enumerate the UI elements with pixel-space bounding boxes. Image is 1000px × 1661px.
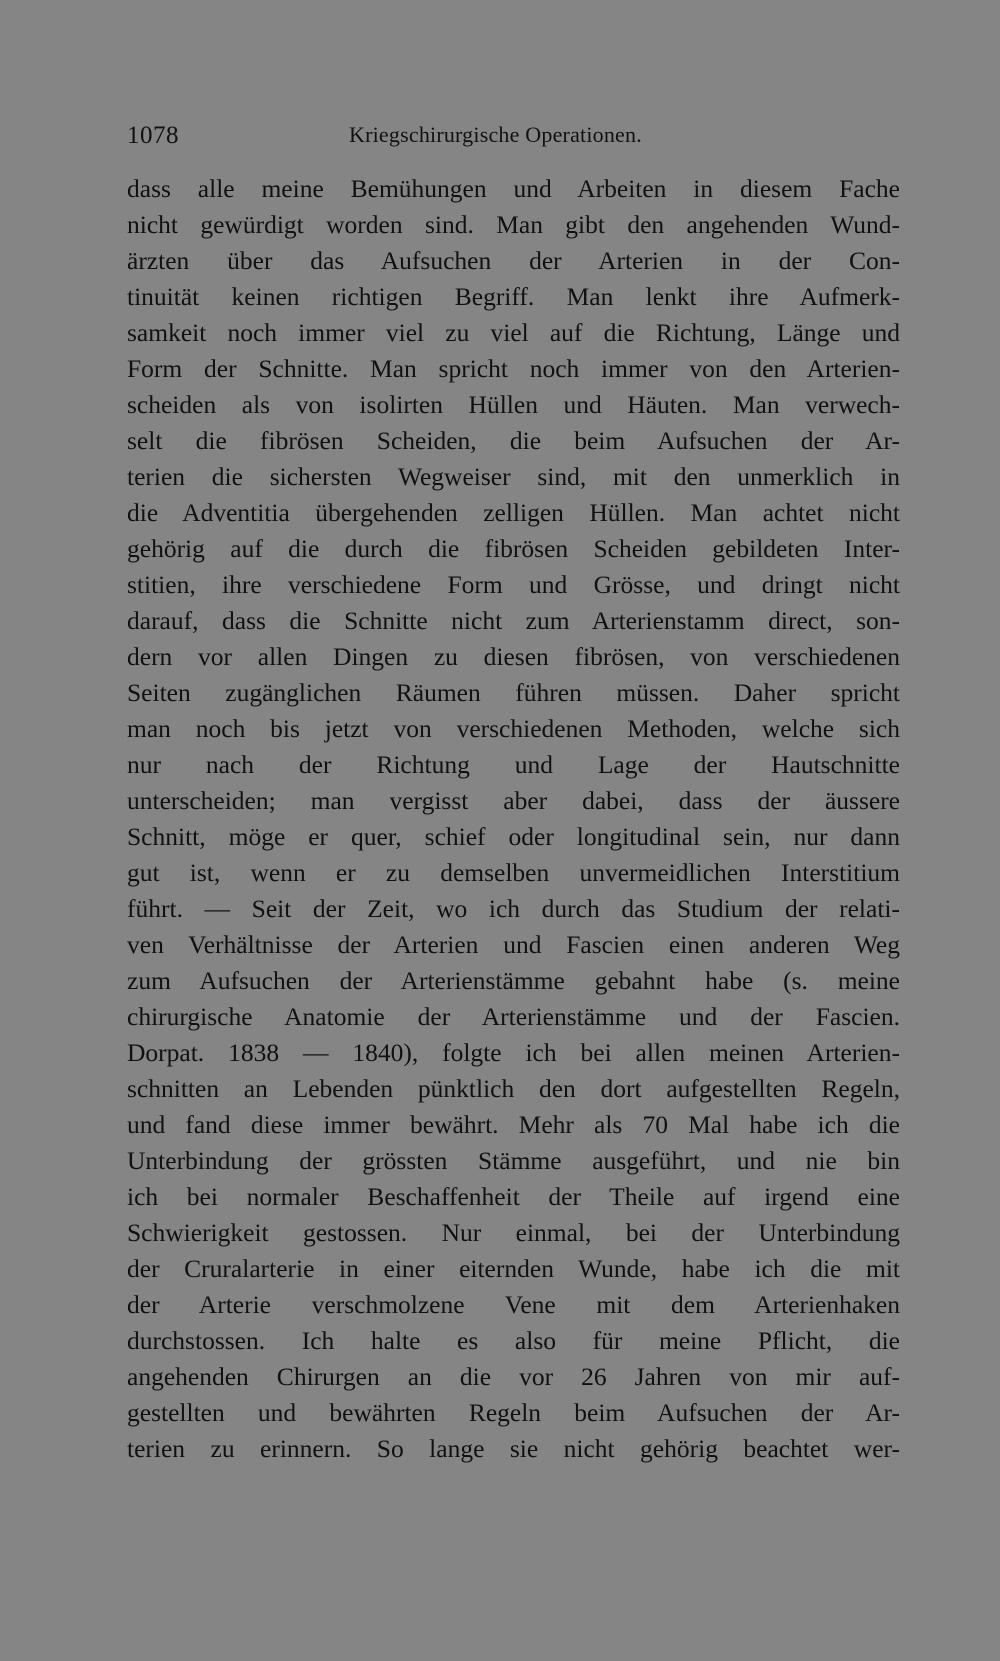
text-line: Unterbindung der grössten Stämme ausgeführt, und nie bin <box>127 1146 900 1175</box>
text-line: Dorpat. 1838 — 1840), folgte ich bei allen meinen Arterien- <box>127 1038 900 1067</box>
page-number: 1078 <box>127 122 179 149</box>
text-line: und fand diese immer bewährt. Mehr als 70 Mal habe ich die <box>127 1110 900 1139</box>
text-line: terien zu erinnern. So lange sie nicht gehörig beachtet wer- <box>127 1434 900 1463</box>
text-line: tinuität keinen richtigen Begriff. Man lenkt ihre Aufmerk- <box>127 282 900 311</box>
text-line: darauf, dass die Schnitte nicht zum Arterienstamm direct, son- <box>127 606 900 635</box>
text-line: nicht gewürdigt worden sind. Man gibt den angehenden Wund- <box>127 210 900 239</box>
text-line: Form der Schnitte. Man spricht noch immer von den Arterien- <box>127 354 900 383</box>
text-line: der Arterie verschmolzene Vene mit dem Arterienhaken <box>127 1290 900 1319</box>
text-line: Schnitt, möge er quer, schief oder longitudinal sein, nur dann <box>127 822 900 851</box>
text-line: Seiten zugänglichen Räumen führen müssen. Daher spricht <box>127 678 900 707</box>
page-header <box>127 122 900 152</box>
text-line: Schwierigkeit gestossen. Nur einmal, bei der Unterbindung <box>127 1218 900 1247</box>
text-line: nur nach der Richtung und Lage der Hautschnitte <box>127 750 900 779</box>
text-line: durchstossen. Ich halte es also für meine Pflicht, die <box>127 1326 900 1355</box>
text-line: unterscheiden; man vergisst aber dabei, dass der äussere <box>127 786 900 815</box>
running-head: Kriegschirurgische Operationen. <box>349 122 642 147</box>
text-line: chirurgische Anatomie der Arterienstämme und der Fascien. <box>127 1002 900 1031</box>
text-line: der Cruralarterie in einer eiternden Wunde, habe ich die mit <box>127 1254 900 1283</box>
text-line: dass alle meine Bemühungen und Arbeiten in diesem Fache <box>127 174 900 203</box>
text-line: zum Aufsuchen der Arterienstämme gebahnt habe (s. meine <box>127 966 900 995</box>
text-line: man noch bis jetzt von verschiedenen Methoden, welche sich <box>127 714 900 743</box>
body-text <box>127 171 900 1467</box>
text-line: die Adventitia übergehenden zelligen Hüllen. Man achtet nicht <box>127 498 900 527</box>
text-line: ich bei normaler Beschaffenheit der Theile auf irgend eine <box>127 1182 900 1211</box>
text-line: selt die fibrösen Scheiden, die beim Aufsuchen der Ar- <box>127 426 900 455</box>
text-line: angehenden Chirurgen an die vor 26 Jahren von mir auf- <box>127 1362 900 1391</box>
text-line: scheiden als von isolirten Hüllen und Häuten. Man verwech- <box>127 390 900 419</box>
text-line: führt. — Seit der Zeit, wo ich durch das Studium der relati- <box>127 894 900 923</box>
text-line: ven Verhältnisse der Arterien und Fascien einen anderen Weg <box>127 930 900 959</box>
text-line: stitien, ihre verschiedene Form und Grösse, und dringt nicht <box>127 570 900 599</box>
text-line: samkeit noch immer viel zu viel auf die Richtung, Länge und <box>127 318 900 347</box>
text-line: gestellten und bewährten Regeln beim Aufsuchen der Ar- <box>127 1398 900 1427</box>
text-line: dern vor allen Dingen zu diesen fibrösen, von verschiedenen <box>127 642 900 671</box>
text-line: ärzten über das Aufsuchen der Arterien in der Con- <box>127 246 900 275</box>
text-line: terien die sichersten Wegweiser sind, mit den unmerklich in <box>127 462 900 491</box>
text-line: gehörig auf die durch die fibrösen Scheiden gebildeten Inter- <box>127 534 900 563</box>
text-line: schnitten an Lebenden pünktlich den dort aufgestellten Regeln, <box>127 1074 900 1103</box>
text-line: gut ist, wenn er zu demselben unvermeidlichen Interstitium <box>127 858 900 887</box>
